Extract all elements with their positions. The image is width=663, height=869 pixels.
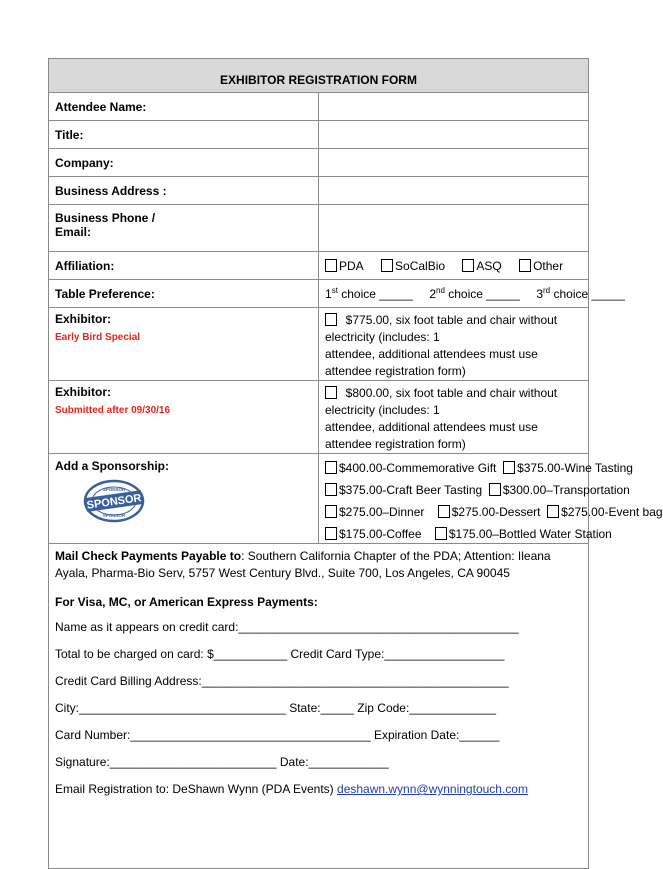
- affiliation-label: Affiliation:: [49, 252, 319, 280]
- affiliation-asq-label: ASQ: [476, 258, 502, 273]
- exhibitor-late-label-cell: [49, 381, 319, 454]
- exhibitor-late-checkbox[interactable]: [325, 386, 337, 399]
- sponsor-water-checkbox[interactable]: [435, 527, 447, 540]
- affiliation-asq-checkbox[interactable]: [462, 259, 474, 272]
- company-field[interactable]: [319, 149, 589, 177]
- sponsor-coffee-checkbox[interactable]: [325, 527, 337, 540]
- business-address-label: Business Address :: [49, 177, 319, 205]
- sponsor-wine-label: $375.00-Wine Tasting: [517, 461, 633, 475]
- sponsor-dessert-label: $275.00-Dessert: [451, 505, 541, 519]
- sponsor-stamp-top-text: SPONSOR: [102, 487, 126, 492]
- exhibitor-early-label-cell: [49, 308, 319, 381]
- city-state-zip-line[interactable]: City:_______________________________ State:_____ Zip Code:_____________: [55, 701, 497, 715]
- exhibitor-late-option: [319, 381, 589, 454]
- sponsor-stamp-text: SPONSOR: [86, 492, 143, 512]
- registration-form-table: [48, 58, 663, 869]
- affiliation-socalbio-label: SoCalBio: [395, 258, 446, 273]
- exhibitor-early-option: [319, 308, 589, 381]
- sponsor-stamp-bottom-text: SPONSOR: [102, 513, 126, 518]
- early-bird-note: Early Bird Special: [55, 332, 141, 343]
- mail-payment-text: [55, 548, 582, 582]
- sponsor-coffee-label: $175.00-Coffee: [339, 527, 422, 541]
- table-preference-label: Table Preference:: [49, 280, 319, 308]
- affiliation-options: [319, 252, 589, 280]
- sponsor-dinner-checkbox[interactable]: [325, 505, 337, 518]
- form-title: EXHIBITOR REGISTRATION FORM: [49, 59, 589, 93]
- email-link[interactable]: deshawn.wynn@wynningtouch.com: [337, 782, 528, 796]
- choice-3-sup: rd: [543, 286, 551, 295]
- attendee-name-label: Attendee Name:: [49, 93, 319, 121]
- sponsorship-label-cell: [49, 454, 319, 544]
- choice-2-sup: nd: [436, 286, 445, 295]
- exhibitor-late-line2: attendee, additional attendees must use attendee registration form): [325, 420, 538, 451]
- sponsor-beer-checkbox[interactable]: [325, 483, 337, 496]
- sponsorship-label: Add a Sponsorship:: [55, 459, 169, 473]
- company-label: Company:: [49, 149, 319, 177]
- signature-date-line[interactable]: Signature:_________________________ Date:____________: [55, 755, 389, 769]
- business-phone-label-line1: Business Phone /: [55, 211, 156, 225]
- choice-1-text: choice _____: [337, 287, 413, 301]
- business-phone-label: [49, 205, 319, 252]
- title-label: Title:: [49, 121, 319, 149]
- billing-address-line[interactable]: Credit Card Billing Address:______________________________________________: [55, 674, 509, 688]
- affiliation-other-label: Other: [533, 258, 564, 273]
- exhibitor-early-line1: $775.00, six foot table and chair without electricity (includes: 1: [325, 313, 558, 344]
- sponsor-gift-label: $400.00-Commemorative Gift: [339, 461, 497, 475]
- email-registration-text: Email Registration to: DeShawn Wynn (PDA Events): [55, 782, 338, 796]
- business-phone-field[interactable]: [319, 205, 589, 252]
- title-field[interactable]: [319, 121, 589, 149]
- sponsor-bag-checkbox[interactable]: [547, 505, 559, 518]
- card-name-line[interactable]: Name as it appears on credit card:__________________________________________: [55, 620, 519, 634]
- choice-1-sup: st: [331, 286, 338, 295]
- mail-payment-text-1: : Southern California Chapter of the PDA; Attention: Ileana: [241, 549, 551, 563]
- table-preference-choices[interactable]: [319, 280, 625, 308]
- affiliation-socalbio-checkbox[interactable]: [381, 259, 393, 272]
- affiliation-pda-checkbox[interactable]: [325, 259, 337, 272]
- late-submission-note: Submitted after 09/30/16: [55, 405, 171, 416]
- business-phone-label-line2: Email:: [55, 225, 92, 239]
- exhibitor-late-label: Exhibitor:: [55, 385, 111, 399]
- sponsor-transport-label: $300.00–Transportation: [502, 483, 630, 497]
- card-total-line[interactable]: Total to be charged on card: $___________ Credit Card Type:__________________: [55, 647, 505, 661]
- sponsor-gift-checkbox[interactable]: [325, 461, 337, 474]
- mail-payment-heading: Mail Check Payments Payable to: [55, 549, 242, 563]
- business-address-field[interactable]: [319, 177, 589, 205]
- affiliation-other-checkbox[interactable]: [519, 259, 531, 272]
- mail-payment-text-2: Ayala, Pharma-Bio Serv, 5757 West Century Blvd., Suite 700, Los Angeles, CA 90045: [55, 566, 510, 580]
- sponsor-beer-label: $375.00-Craft Beer Tasting: [339, 483, 483, 497]
- sponsor-water-label: $175.00–Bottled Water Station: [448, 527, 612, 541]
- choice-3-num: 3: [536, 287, 544, 301]
- sponsor-dessert-checkbox[interactable]: [438, 505, 450, 518]
- sponsorship-options: [319, 454, 663, 544]
- choice-3-text: choice _____: [550, 287, 625, 301]
- exhibitor-early-checkbox[interactable]: [325, 313, 337, 326]
- choice-2-num: 2: [429, 287, 437, 301]
- sponsor-wine-checkbox[interactable]: [503, 461, 515, 474]
- card-number-line[interactable]: Card Number:____________________________________ Expiration Date:______: [55, 728, 500, 742]
- card-payment-heading: For Visa, MC, or American Express Payments:: [55, 595, 318, 609]
- exhibitor-early-label: Exhibitor:: [55, 312, 111, 326]
- exhibitor-late-line1: $800.00, six foot table and chair without electricity (includes: 1: [325, 386, 558, 417]
- choice-2-text: choice _____: [444, 287, 520, 301]
- payment-section: [49, 544, 589, 869]
- sponsor-dinner-label: $275.00–Dinner: [339, 505, 425, 519]
- attendee-name-field[interactable]: [319, 93, 589, 121]
- email-registration-line: [55, 782, 582, 796]
- sponsor-stamp-logo: [83, 479, 312, 526]
- choice-1-num: 1: [325, 287, 332, 301]
- affiliation-pda-label: PDA: [339, 258, 364, 273]
- sponsor-transport-checkbox[interactable]: [489, 483, 501, 496]
- exhibitor-early-line2: attendee, additional attendees must use attendee registration form): [325, 347, 538, 378]
- sponsor-bag-label: $275.00-Event bag: [561, 505, 663, 519]
